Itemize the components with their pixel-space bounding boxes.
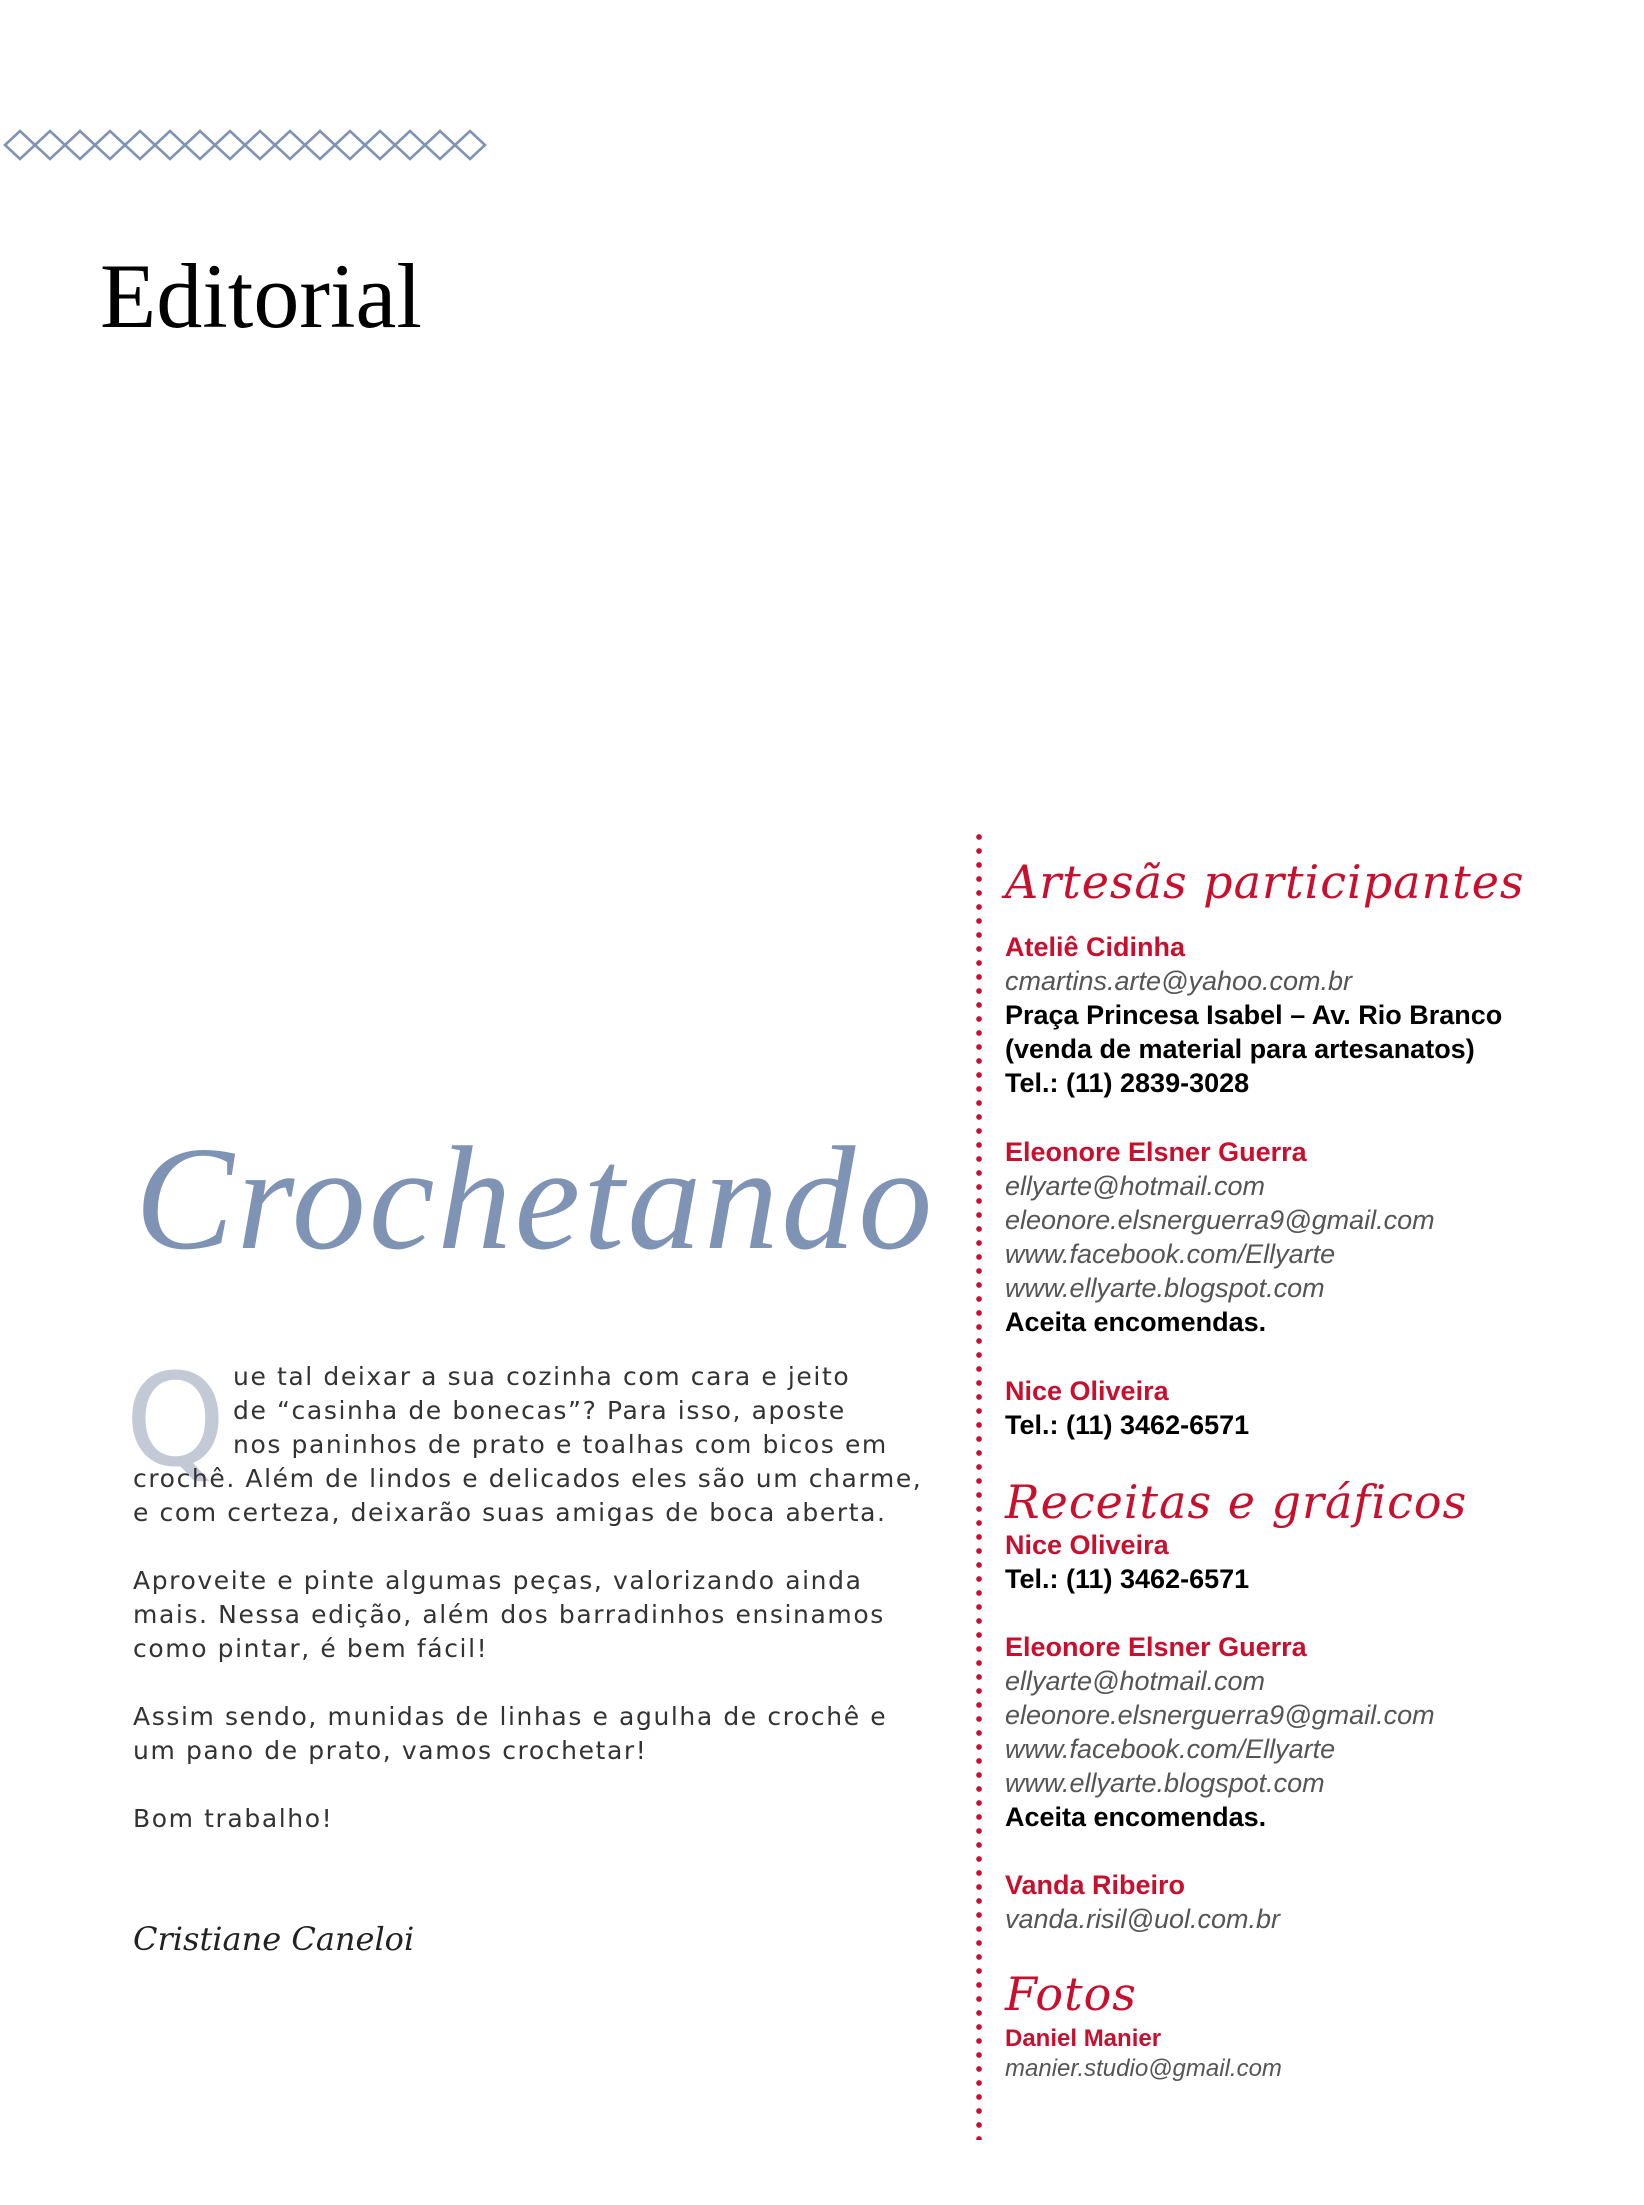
credit-entry — [1005, 1528, 1249, 1596]
credit-email[interactable]: eleonore.elsnerguerra9@gmail.com — [1005, 1205, 1435, 1235]
text-line: de “casinha de bonecas”? Para isso, aposte — [233, 1396, 846, 1425]
drop-cap: Q — [125, 1347, 226, 1496]
credit-entry — [1005, 1374, 1249, 1442]
text-line: crochê. Além de lindos e delicados eles são um charme, — [133, 1464, 923, 1493]
credit-entry — [1005, 1630, 1435, 1834]
credit-phone: Tel.: (11) 3462-6571 — [1005, 1564, 1250, 1594]
credit-name: Nice Oliveira — [1005, 1530, 1169, 1560]
section-title-artesas: Artesãs participantes — [1005, 855, 1525, 909]
credit-name: Eleonore Elsner Guerra — [1005, 1632, 1307, 1662]
paragraph-2 — [133, 1564, 933, 1666]
credit-entry — [1005, 2024, 1282, 2084]
text-line: mais. Nessa edição, além dos barradinhos ensinamos — [133, 1600, 885, 1629]
credit-name: Ateliê Cidinha — [1005, 932, 1186, 962]
article-body — [133, 1360, 933, 1870]
diamond-chain-ornament-icon — [0, 128, 500, 162]
credit-email[interactable]: eleonore.elsnerguerra9@gmail.com — [1005, 1700, 1435, 1730]
credit-phone: Tel.: (11) 3462-6571 — [1005, 1410, 1250, 1440]
credit-email[interactable]: cmartins.arte@yahoo.com.br — [1005, 966, 1353, 996]
text-line: Assim sendo, munidas de linhas e agulha de crochê e — [133, 1702, 888, 1731]
section-title-fotos: Fotos — [1005, 1967, 1137, 2021]
page-title: Editorial — [100, 245, 422, 347]
credit-name: Daniel Manier — [1005, 2025, 1162, 2052]
paragraph-4 — [133, 1802, 933, 1836]
credit-note: Aceita encomendas. — [1005, 1802, 1267, 1832]
credit-email[interactable]: manier.studio@gmail.com — [1005, 2055, 1282, 2082]
credit-name: Eleonore Elsner Guerra — [1005, 1137, 1307, 1167]
paragraph-3 — [133, 1700, 933, 1768]
credit-address: Praça Princesa Isabel – Av. Rio Branco — [1005, 1000, 1503, 1030]
text-line: nos paninhos de prato e toalhas com bicos em — [233, 1430, 888, 1459]
text-line: um pano de prato, vamos crochetar! — [133, 1736, 648, 1765]
text-line: Aproveite e pinte algumas peças, valorizando ainda — [133, 1566, 863, 1595]
credit-note: Aceita encomendas. — [1005, 1307, 1267, 1337]
credit-name: Nice Oliveira — [1005, 1376, 1169, 1406]
credit-entry — [1005, 1135, 1435, 1339]
credit-website[interactable]: www.facebook.com/Ellyarte — [1005, 1734, 1336, 1764]
credit-website[interactable]: www.ellyarte.blogspot.com — [1005, 1273, 1325, 1303]
signature: Cristiane Caneloi — [133, 1920, 415, 1958]
credit-entry — [1005, 930, 1502, 1100]
text-line: ue tal deixar a sua cozinha com cara e jeito — [233, 1362, 851, 1391]
text-line: Bom trabalho! — [133, 1804, 334, 1833]
credit-email[interactable]: ellyarte@hotmail.com — [1005, 1666, 1265, 1696]
text-line: como pintar, é bem fácil! — [133, 1634, 489, 1663]
credit-name: Vanda Ribeiro — [1005, 1870, 1186, 1900]
credit-website[interactable]: www.facebook.com/Ellyarte — [1005, 1239, 1336, 1269]
credit-entry — [1005, 1868, 1280, 1936]
credit-email[interactable]: ellyarte@hotmail.com — [1005, 1171, 1265, 1201]
text-line: e com certeza, deixarão suas amigas de boca aberta. — [133, 1498, 887, 1527]
article-title: Crochetando — [135, 1117, 936, 1281]
section-title-receitas: Receitas e gráficos — [1005, 1475, 1468, 1529]
paragraph-1 — [133, 1360, 933, 1530]
dotted-divider — [975, 830, 983, 2140]
credit-note: (venda de material para artesanatos) — [1005, 1034, 1475, 1064]
credit-phone: Tel.: (11) 2839-3028 — [1005, 1068, 1250, 1098]
credit-website[interactable]: www.ellyarte.blogspot.com — [1005, 1768, 1325, 1798]
credit-email[interactable]: vanda.risil@uol.com.br — [1005, 1904, 1281, 1934]
